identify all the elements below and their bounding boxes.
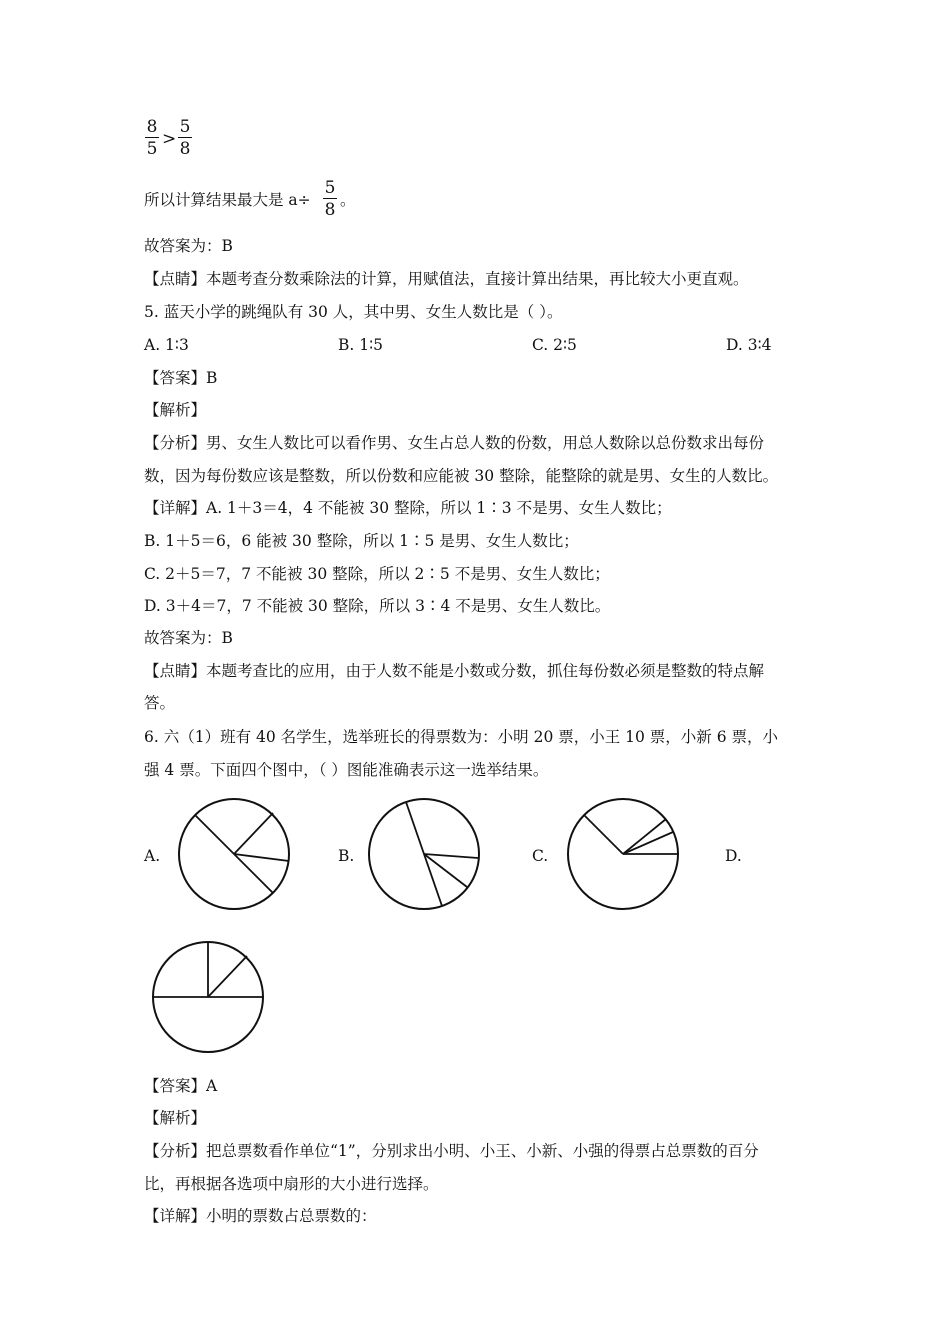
analysis-line-2: 数，因为每份数应该是整数，所以份数和应能被 30 整除，能整除的就是男、女生的人数比。 xyxy=(144,467,779,485)
q5-option-a: A. 1∶3 xyxy=(144,336,189,354)
question-6-line-2: 强 4 票。下面四个图中，（ ）图能准确表示这一选举结果。 xyxy=(144,761,549,779)
greater-than-sign: > xyxy=(162,129,177,149)
pie-diagram-d xyxy=(150,939,266,1055)
answer-line: 故答案为：B xyxy=(144,237,233,255)
pie-diagram-b xyxy=(366,796,482,912)
numerator: 8 xyxy=(146,117,158,137)
comment-line-2b: 答。 xyxy=(144,694,176,712)
answer-line-2: 故答案为：B xyxy=(144,629,233,647)
q6-option-d-label: D. xyxy=(725,847,742,865)
pie-diagram-a xyxy=(176,796,292,912)
detail-line-6: 【详解】小明的票数占总票数的： xyxy=(144,1207,377,1225)
answer-label: 【答案】B xyxy=(144,369,218,387)
result-line-text: 所以计算结果最大是 a÷ xyxy=(144,191,311,209)
numerator: 5 xyxy=(179,117,191,137)
question-6-line-1: 6. 六（1）班有 40 名学生，选举班长的得票数为：小明 20 票，小王 10 票，小新 6 票，小 xyxy=(144,728,779,746)
fraction-5-8-result xyxy=(323,179,337,219)
question-5: 5. 蓝天小学的跳绳队有 30 人，其中男、女生人数比是（ ）。 xyxy=(144,303,563,321)
answer-label-6: 【答案】A xyxy=(144,1077,218,1095)
analysis-line-1: 【分析】男、女生人数比可以看作男、女生占总人数的份数，用总人数除以总份数求出每份 xyxy=(144,434,765,452)
comment-line-2a: 【点睛】本题考查比的应用，由于人数不能是小数或分数，抓住每份数必须是整数的特点解 xyxy=(144,662,765,680)
q6-option-c-label: C. xyxy=(532,847,549,865)
denominator: 8 xyxy=(179,139,191,159)
denominator: 8 xyxy=(324,200,336,220)
fraction-8-5 xyxy=(145,118,159,158)
result-line-suffix: 。 xyxy=(340,191,356,209)
analysis-label-6: 【解析】 xyxy=(144,1109,207,1127)
q6-option-a-label: A. xyxy=(144,847,161,865)
detail-line-a: 【详解】A. 1＋3＝4，4 不能被 30 整除，所以 1∶3 不是男、女生人数比； xyxy=(144,499,672,517)
analysis-label: 【解析】 xyxy=(144,401,207,419)
analysis-line-6b: 比，再根据各选项中扇形的大小进行选择。 xyxy=(144,1175,439,1193)
comment-line: 【点睛】本题考查分数乘除法的计算，用赋值法，直接计算出结果，再比较大小更直观。 xyxy=(144,270,749,288)
q6-option-b-label: B. xyxy=(338,847,355,865)
detail-line-b: B. 1＋5＝6，6 能被 30 整除，所以 1∶5 是男、女生人数比； xyxy=(144,532,579,550)
fraction-5-8 xyxy=(178,118,192,158)
q5-option-d: D. 3∶4 xyxy=(726,336,772,354)
pie-diagram-c xyxy=(565,796,681,912)
detail-line-d: D. 3＋4＝7，7 不能被 30 整除，所以 3∶4 不是男、女生人数比。 xyxy=(144,597,611,615)
q5-option-b: B. 1∶5 xyxy=(338,336,384,354)
numerator: 5 xyxy=(324,178,336,198)
analysis-line-6a: 【分析】把总票数看作单位“1”，分别求出小明、小王、小新、小强的得票占总票数的百分 xyxy=(144,1142,759,1160)
detail-line-c: C. 2＋5＝7，7 不能被 30 整除，所以 2∶5 不是男、女生人数比； xyxy=(144,565,610,583)
q5-option-c: C. 2∶5 xyxy=(532,336,577,354)
denominator: 5 xyxy=(146,139,158,159)
